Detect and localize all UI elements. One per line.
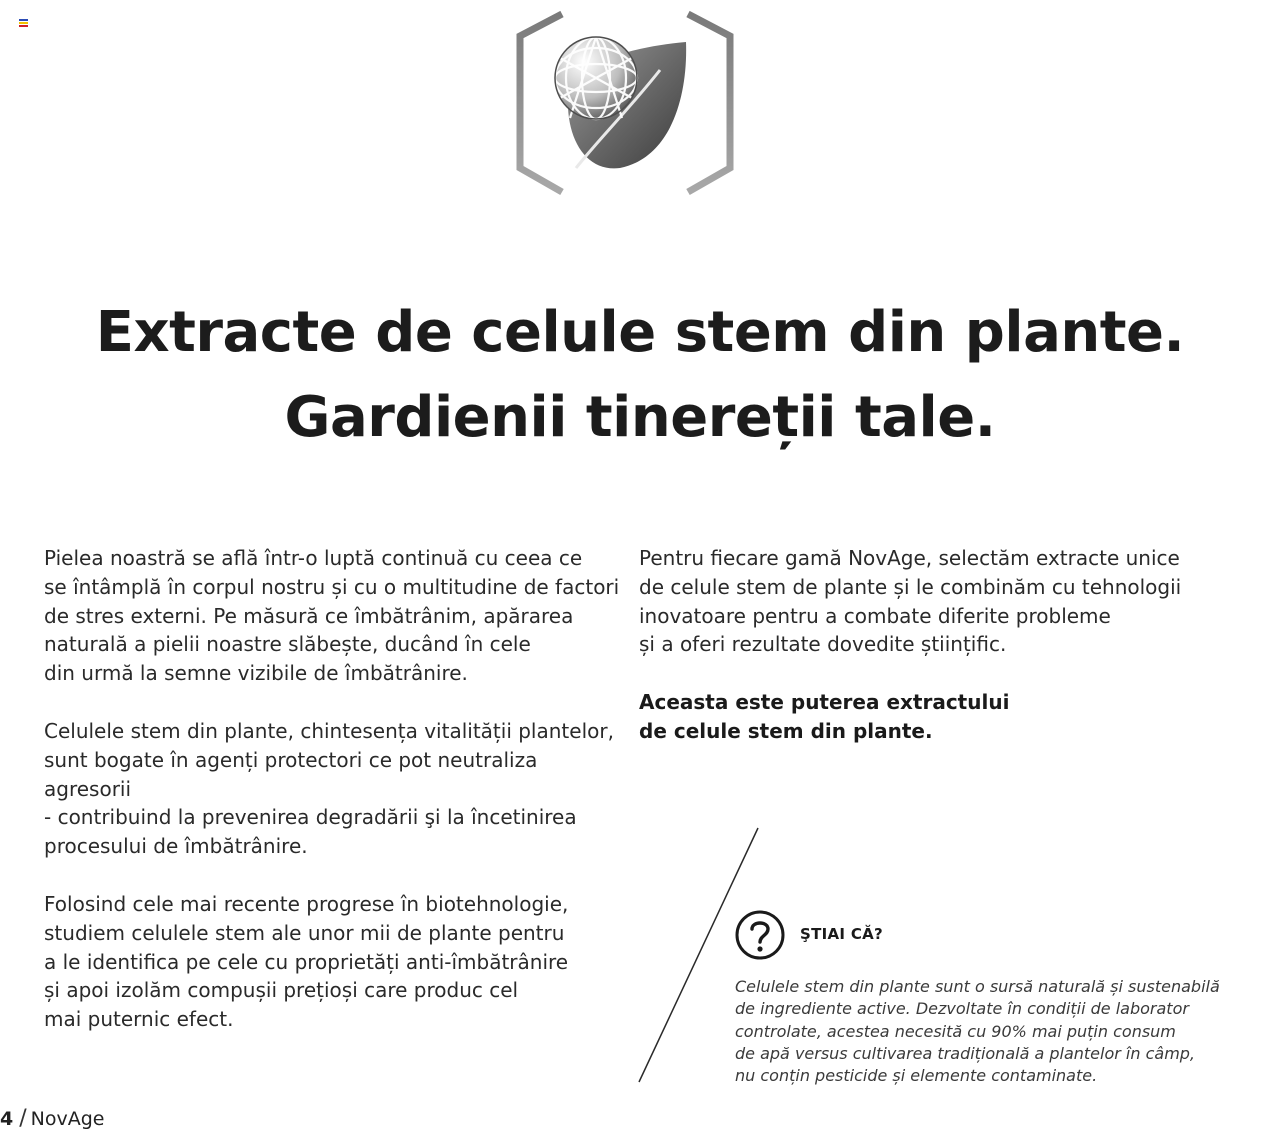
text-line: de celule stem de plante și le combinăm cu tehnologii — [639, 574, 1182, 599]
text-line: se întâmplă în corpul nostru și cu o multitudine de factori — [44, 574, 620, 599]
page-footer — [0, 1106, 105, 1131]
page-headline — [0, 290, 1280, 460]
question-circle-icon — [734, 909, 786, 961]
text-line: Aceasta este puterea extractului — [639, 690, 1010, 715]
brand-name: NovAge — [30, 1108, 105, 1130]
text-line: procesului de îmbătrânire. — [44, 834, 308, 859]
text-line: naturală a pielii noastre slăbește, ducând în cele — [44, 632, 531, 657]
text-line: sunt bogate în agenți protectori ce pot neutraliza agresorii — [44, 747, 538, 801]
text-line: de stres externi. Pe măsură ce îmbătrânim, apărarea — [44, 603, 574, 628]
flag-icon — [19, 19, 28, 26]
text-line: controlate, acestea necesită cu 90% mai puțin consum — [735, 1021, 1176, 1041]
right-paragraph-1 — [639, 544, 1219, 659]
did-you-know-title: ŞTIAI CĂ? — [800, 925, 884, 943]
left-paragraph-1 — [44, 544, 624, 688]
left-text-column — [44, 544, 624, 1063]
text-line: și apoi izolăm compușii prețioși care produc cel — [44, 978, 519, 1003]
text-line: Pielea noastră se află într-o luptă continuă cu ceea ce — [44, 546, 583, 570]
did-you-know-body — [735, 976, 1255, 1087]
text-line: Pentru fiecare gamă NovAge, selectăm extracte unice — [639, 546, 1180, 570]
footer-separator: / — [19, 1106, 27, 1131]
headline-line-2: Gardienii tinereții tale. — [284, 385, 996, 450]
text-line: studiem celulele stem ale unor mii de plante pentru — [44, 920, 565, 945]
stem-cell-emblem-icon — [510, 8, 740, 200]
text-line: și a oferi rezultate dovedite științific. — [639, 632, 1007, 657]
text-line: Celulele stem din plante, chintesența vitalității plantelor, — [44, 718, 614, 743]
text-line: nu conțin pesticide și elemente contaminate. — [735, 1066, 1098, 1086]
right-paragraph-emphasis — [639, 688, 1219, 746]
text-line: inovatoare pentru a combate diferite probleme — [639, 603, 1111, 628]
text-line: a le identifica pe cele cu proprietăți anti-îmbătrânire — [44, 949, 569, 974]
text-line: de ingrediente active. Dezvoltate în condiții de laborator — [735, 999, 1189, 1019]
text-line: - contribuind la prevenirea degradării şi la încetinirea — [44, 805, 577, 830]
text-line: din urmă la semne vizibile de îmbătrânire. — [44, 661, 468, 686]
right-text-column — [639, 544, 1219, 775]
page-number: 4 — [0, 1108, 14, 1130]
text-line: mai puternic efect. — [44, 1007, 234, 1032]
text-line: de apă versus cultivarea tradițională a plantelor în câmp, — [735, 1043, 1196, 1063]
text-line: Folosind cele mai recente progrese în biotehnologie, — [44, 891, 569, 916]
left-paragraph-2 — [44, 717, 624, 861]
headline-line-1: Extracte de celule stem din plante. — [95, 300, 1185, 365]
text-line: Celulele stem din plante sunt o sursă naturală și sustenabilă — [735, 977, 1220, 996]
text-line: de celule stem din plante. — [639, 718, 933, 743]
left-paragraph-3 — [44, 890, 624, 1034]
